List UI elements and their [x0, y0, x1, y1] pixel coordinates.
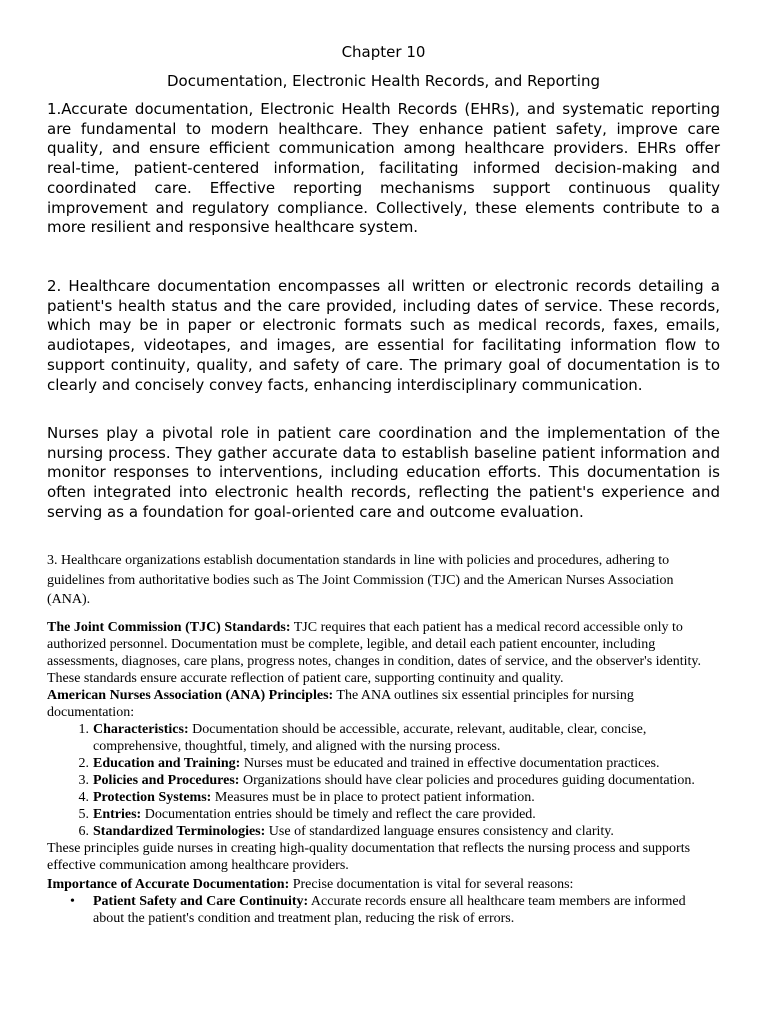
list-item-label: Standardized Terminologies:	[93, 824, 266, 839]
importance-paragraph	[47, 876, 720, 893]
list-item-label: Characteristics:	[93, 722, 189, 737]
tjc-label: The Joint Commission (TJC) Standards:	[47, 620, 291, 635]
paragraph-healthcare-documentation: 2. Healthcare documentation encompasses all written or electronic records detailing a patient's health status and the care provided, including dates of service. These records, which may be in paper or electronic formats such as medical records, faxes, emails, audiotapes, videotapes, and images, are essential for facilitating information flow to support continuity, quality, and safety of care. The primary goal of documentation is to clearly and concisely convey facts, enhancing interdisciplinary communication.	[47, 277, 720, 394]
importance-label: Importance of Accurate Documentation:	[47, 877, 290, 892]
ana-paragraph	[47, 687, 720, 721]
list-item-text: Documentation should be accessible, accurate, relevant, auditable, clear, concise, comprehensive, thoughtful, timely, and aligned with the nursing process.	[93, 722, 647, 754]
list-item-label: Entries:	[93, 807, 142, 822]
list-item	[47, 789, 720, 806]
chapter-title: Documentation, Electronic Health Records, and Reporting	[167, 72, 600, 90]
list-item-label: Education and Training:	[93, 756, 241, 771]
list-item-text: Organizations should have clear policies and procedures guiding documentation.	[239, 773, 695, 788]
list-item	[47, 893, 720, 927]
tjc-paragraph	[47, 619, 720, 687]
ana-label: American Nurses Association (ANA) Principles:	[47, 688, 334, 703]
list-item	[47, 806, 720, 823]
importance-text: Precise documentation is vital for several reasons:	[289, 877, 574, 892]
ana-closing: These principles guide nurses in creating high-quality documentation that reflects the nursing process and supports effective communication among healthcare providers.	[47, 841, 691, 873]
list-number: 3.	[78, 773, 89, 788]
list-item-label: Patient Safety and Care Continuity:	[93, 894, 309, 909]
paragraph-nurses-role: Nurses play a pivotal role in patient care coordination and the implementation of the nursing process. They gather accurate data to establish baseline patient information and monitor responses to interventions, including education efforts. This documentation is often integrated into electronic health records, reflecting the patient's experience and serving as a foundation for goal-oriented care and outcome evaluation.	[47, 424, 720, 521]
tjc-text: TJC requires that each patient has a medical record accessible only to authorized personnel. Documentation must be complete, legible, and detail each patient encounter, including assessments, diagnoses, care plans, progress notes, changes in condition, dates of service, and the observer's identity. These standards ensure accurate reflection of patient care, supporting continuity and quality.	[47, 620, 702, 686]
ana-principles-list	[47, 721, 720, 840]
importance-list	[47, 893, 720, 927]
list-number: 4.	[78, 790, 89, 805]
list-number: 1.	[78, 722, 89, 737]
chapter-number: Chapter 10	[341, 43, 426, 61]
paragraph-standards: 3. Healthcare organizations establish documentation standards in line with policies and procedures, adhering to guidelines from authoritative bodies such as The Joint Commission (TJC) and the American Nurses Association (ANA).	[47, 553, 674, 607]
list-item	[47, 755, 720, 772]
bullet-icon: •	[70, 894, 75, 909]
list-item	[47, 823, 720, 840]
standards-section	[47, 619, 720, 927]
list-number: 6.	[78, 824, 89, 839]
ana-text: The ANA outlines six essential principles for nursing documentation:	[47, 688, 634, 720]
list-number: 2.	[78, 756, 89, 771]
list-item-label: Protection Systems:	[93, 790, 212, 805]
list-item-text: Accurate records ensure all healthcare team members are informed about the patient's condition and treatment plan, reducing the risk of errors.	[93, 894, 686, 926]
list-item-label: Policies and Procedures:	[93, 773, 240, 788]
list-item-text: Documentation entries should be timely and reflect the care provided.	[141, 807, 536, 822]
list-item-text: Nurses must be educated and trained in effective documentation practices.	[240, 756, 660, 771]
paragraph-intro: 1.Accurate documentation, Electronic Health Records (EHRs), and systematic reporting are fundamental to modern healthcare. They enhance patient safety, improve care quality, and ensure efficient communication among healthcare providers. EHRs offer real-time, patient-centered information, facilitating informed decision-making and coordinated care. Effective reporting mechanisms support continuous quality improvement and regulatory compliance. Collectively, these elements contribute to a more resilient and responsive healthcare system.	[47, 100, 720, 237]
list-item-text: Use of standardized language ensures consistency and clarity.	[265, 824, 614, 839]
list-number: 5.	[78, 807, 89, 822]
list-item	[47, 772, 720, 789]
list-item-text: Measures must be in place to protect patient information.	[211, 790, 535, 805]
list-item	[47, 721, 720, 755]
